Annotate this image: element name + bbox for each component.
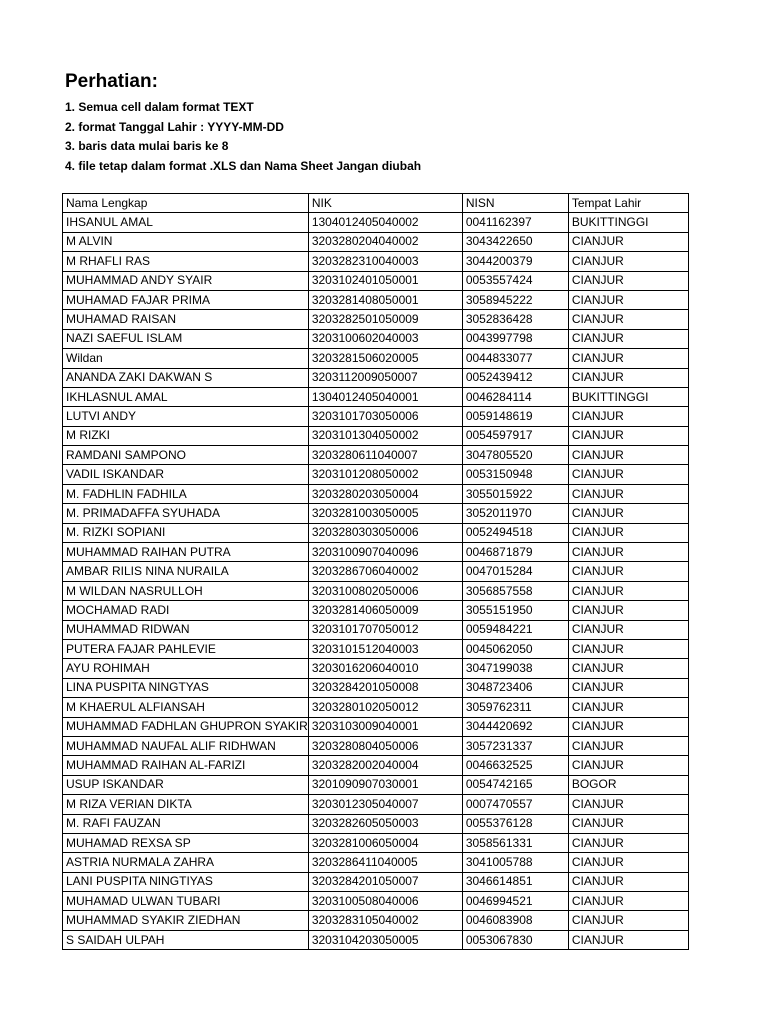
cell-nik[interactable]: 3203284201050007 — [308, 872, 462, 891]
cell-tempat-lahir[interactable]: CIANJUR — [568, 368, 688, 387]
cell-tempat-lahir[interactable]: CIANJUR — [568, 310, 688, 329]
cell-nik[interactable]: 1304012405040001 — [308, 387, 462, 406]
table-row — [63, 853, 689, 872]
cell-nik[interactable]: 3203104203050005 — [308, 930, 462, 949]
cell-nama-lengkap[interactable]: MUHAMMAD RAIHAN PUTRA — [63, 543, 309, 562]
cell-nisn[interactable]: 3059762311 — [462, 698, 568, 717]
table-row — [63, 446, 689, 465]
cell-nisn[interactable]: 0046994521 — [462, 892, 568, 911]
cell-nama-lengkap[interactable]: M. FADHLIN FADHILA — [63, 484, 309, 503]
cell-nama-lengkap[interactable]: MUHAMAD ULWAN TUBARI — [63, 892, 309, 911]
cell-tempat-lahir[interactable]: CIANJUR — [568, 892, 688, 911]
table-row — [63, 911, 689, 930]
cell-nama-lengkap[interactable]: PUTERA FAJAR PAHLEVIE — [63, 639, 309, 658]
cell-tempat-lahir[interactable]: CIANJUR — [568, 717, 688, 736]
instruction-item: 2. format Tanggal Lahir : YYYY-MM-DD — [65, 119, 284, 134]
table-row — [63, 329, 689, 348]
cell-tempat-lahir[interactable]: CIANJUR — [568, 833, 688, 852]
cell-nik[interactable]: 3203101703050006 — [308, 407, 462, 426]
cell-nisn[interactable]: 3058561331 — [462, 833, 568, 852]
cell-nisn[interactable]: 0044833077 — [462, 349, 568, 368]
table-row — [63, 717, 689, 736]
cell-tempat-lahir[interactable]: CIANJUR — [568, 698, 688, 717]
table-row — [63, 407, 689, 426]
cell-nik[interactable]: 3203103009040001 — [308, 717, 462, 736]
cell-nama-lengkap[interactable]: AYU ROHIMAH — [63, 659, 309, 678]
cell-nisn[interactable]: 0052494518 — [462, 523, 568, 542]
cell-nisn[interactable]: 0059148619 — [462, 407, 568, 426]
cell-tempat-lahir[interactable]: CIANJUR — [568, 543, 688, 562]
cell-nik[interactable]: 3203281003050005 — [308, 504, 462, 523]
cell-nama-lengkap[interactable]: M KHAERUL ALFIANSAH — [63, 698, 309, 717]
table-row — [63, 581, 689, 600]
cell-nik[interactable]: 3203100802050006 — [308, 581, 462, 600]
instruction-item: 1. Semua cell dalam format TEXT — [65, 100, 254, 114]
table-row — [63, 290, 689, 309]
cell-nisn[interactable]: 0053150948 — [462, 465, 568, 484]
cell-nama-lengkap[interactable]: USUP ISKANDAR — [63, 775, 309, 794]
table-row — [63, 756, 689, 775]
cell-nik[interactable]: 3203280102050012 — [308, 698, 462, 717]
cell-nama-lengkap[interactable]: MUHAMAD RAISAN — [63, 310, 309, 329]
cell-tempat-lahir[interactable]: BUKITTINGGI — [568, 213, 688, 232]
cell-nik[interactable]: 3203280303050006 — [308, 523, 462, 542]
cell-nisn[interactable]: 0053067830 — [462, 930, 568, 949]
header-nama-lengkap[interactable]: Nama Lengkap — [63, 194, 309, 213]
table-row — [63, 639, 689, 658]
cell-nama-lengkap[interactable]: MUHAMMAD RIDWAN — [63, 620, 309, 639]
table-row — [63, 833, 689, 852]
instructions-title: Perhatian: — [65, 71, 158, 92]
cell-nik[interactable]: 3203100602040003 — [308, 329, 462, 348]
table-row — [63, 620, 689, 639]
cell-nisn[interactable]: 0007470557 — [462, 795, 568, 814]
cell-tempat-lahir[interactable]: CIANJUR — [568, 930, 688, 949]
cell-nik[interactable]: 3203112009050007 — [308, 368, 462, 387]
table-row — [63, 368, 689, 387]
cell-nama-lengkap[interactable]: MUHAMMAD ANDY SYAIR — [63, 271, 309, 290]
cell-tempat-lahir[interactable]: CIANJUR — [568, 252, 688, 271]
cell-tempat-lahir[interactable]: CIANJUR — [568, 872, 688, 891]
cell-nisn[interactable]: 3056857558 — [462, 581, 568, 600]
cell-nama-lengkap[interactable]: MUHAMAD FAJAR PRIMA — [63, 290, 309, 309]
cell-nik[interactable]: 3203101707050012 — [308, 620, 462, 639]
cell-tempat-lahir[interactable]: CIANJUR — [568, 407, 688, 426]
table-row — [63, 349, 689, 368]
cell-nama-lengkap[interactable]: M. RAFI FAUZAN — [63, 814, 309, 833]
cell-tempat-lahir[interactable]: CIANJUR — [568, 484, 688, 503]
table-row — [63, 543, 689, 562]
cell-nama-lengkap[interactable]: NAZI SAEFUL ISLAM — [63, 329, 309, 348]
cell-nisn[interactable]: 3058945222 — [462, 290, 568, 309]
table-row — [63, 252, 689, 271]
table-row — [63, 465, 689, 484]
cell-tempat-lahir[interactable]: CIANJUR — [568, 678, 688, 697]
cell-nama-lengkap[interactable]: VADIL ISKANDAR — [63, 465, 309, 484]
table-row — [63, 562, 689, 581]
cell-nisn[interactable]: 0041162397 — [462, 213, 568, 232]
cell-nisn[interactable]: 3043422650 — [462, 232, 568, 251]
table-row — [63, 872, 689, 891]
cell-tempat-lahir[interactable]: CIANJUR — [568, 290, 688, 309]
cell-nik[interactable]: 3203100508040006 — [308, 892, 462, 911]
cell-nama-lengkap[interactable]: MUHAMMAD NAUFAL ALIF RIDHWAN — [63, 736, 309, 755]
cell-nama-lengkap[interactable]: S SAIDAH ULPAH — [63, 930, 309, 949]
table-row — [63, 601, 689, 620]
cell-tempat-lahir[interactable]: CIANJUR — [568, 232, 688, 251]
table-row — [63, 387, 689, 406]
cell-tempat-lahir[interactable]: CIANJUR — [568, 795, 688, 814]
header-row — [63, 194, 689, 213]
cell-nama-lengkap[interactable]: ASTRIA NURMALA ZAHRA — [63, 853, 309, 872]
cell-nama-lengkap[interactable]: IKHLASNUL AMAL — [63, 387, 309, 406]
cell-nisn[interactable]: 3046614851 — [462, 872, 568, 891]
cell-tempat-lahir[interactable]: CIANJUR — [568, 504, 688, 523]
cell-nama-lengkap[interactable]: MOCHAMAD RADI — [63, 601, 309, 620]
header-nik[interactable]: NIK — [308, 194, 462, 213]
cell-nisn[interactable]: 0043997798 — [462, 329, 568, 348]
table-row — [63, 678, 689, 697]
cell-nik[interactable]: 3203016206040010 — [308, 659, 462, 678]
cell-nama-lengkap[interactable]: LANI PUSPITA NINGTIYAS — [63, 872, 309, 891]
cell-nama-lengkap[interactable]: IHSANUL AMAL — [63, 213, 309, 232]
table-row — [63, 775, 689, 794]
cell-nisn[interactable]: 0059484221 — [462, 620, 568, 639]
instructions-list — [65, 98, 421, 176]
cell-nik[interactable]: 3203280611040007 — [308, 446, 462, 465]
cell-nik[interactable]: 3203282605050003 — [308, 814, 462, 833]
cell-tempat-lahir[interactable]: BOGOR — [568, 775, 688, 794]
cell-nik[interactable]: 3203280204040002 — [308, 232, 462, 251]
cell-tempat-lahir[interactable]: CIANJUR — [568, 814, 688, 833]
cell-nik[interactable]: 3203102401050001 — [308, 271, 462, 290]
cell-nama-lengkap[interactable]: M. PRIMADAFFA SYUHADA — [63, 504, 309, 523]
cell-nama-lengkap[interactable]: M WILDAN NASRULLOH — [63, 581, 309, 600]
header-tempat-lahir[interactable]: Tempat Lahir — [568, 194, 688, 213]
student-data-table — [62, 193, 689, 950]
cell-tempat-lahir[interactable]: CIANJUR — [568, 639, 688, 658]
table-row — [63, 271, 689, 290]
cell-nik[interactable]: 3203280203050004 — [308, 484, 462, 503]
cell-nama-lengkap[interactable]: M ALVIN — [63, 232, 309, 251]
cell-nisn[interactable]: 0047015284 — [462, 562, 568, 581]
table-row — [63, 504, 689, 523]
cell-tempat-lahir[interactable]: CIANJUR — [568, 465, 688, 484]
cell-tempat-lahir[interactable]: CIANJUR — [568, 271, 688, 290]
cell-tempat-lahir[interactable]: BUKITTINGGI — [568, 387, 688, 406]
table-row — [63, 892, 689, 911]
cell-nama-lengkap[interactable]: MUHAMMAD RAIHAN AL-FARIZI — [63, 756, 309, 775]
cell-tempat-lahir[interactable]: CIANJUR — [568, 853, 688, 872]
instructions-block — [65, 70, 421, 176]
cell-nisn[interactable]: 0054742165 — [462, 775, 568, 794]
cell-nik[interactable]: 3203283105040002 — [308, 911, 462, 930]
cell-nik[interactable]: 1304012405040002 — [308, 213, 462, 232]
cell-tempat-lahir[interactable]: CIANJUR — [568, 756, 688, 775]
cell-tempat-lahir[interactable]: CIANJUR — [568, 446, 688, 465]
header-nisn[interactable]: NISN — [462, 194, 568, 213]
cell-tempat-lahir[interactable]: CIANJUR — [568, 911, 688, 930]
cell-nisn[interactable]: 3048723406 — [462, 678, 568, 697]
cell-nisn[interactable]: 3052011970 — [462, 504, 568, 523]
cell-nama-lengkap[interactable]: MUHAMMAD FADHLAN GHUPRON SYAKIR — [63, 717, 309, 736]
cell-tempat-lahir[interactable]: CIANJUR — [568, 426, 688, 445]
cell-nik[interactable]: 3203100907040096 — [308, 543, 462, 562]
cell-nik[interactable]: 3203281408050001 — [308, 290, 462, 309]
table-row — [63, 795, 689, 814]
cell-tempat-lahir[interactable]: CIANJUR — [568, 349, 688, 368]
cell-nisn[interactable]: 0052439412 — [462, 368, 568, 387]
table-row — [63, 930, 689, 949]
cell-nisn[interactable]: 3057231337 — [462, 736, 568, 755]
cell-nisn[interactable]: 3047805520 — [462, 446, 568, 465]
cell-nisn[interactable]: 3044200379 — [462, 252, 568, 271]
cell-nik[interactable]: 3203282501050009 — [308, 310, 462, 329]
cell-nama-lengkap[interactable]: M RIZA VERIAN DIKTA — [63, 795, 309, 814]
cell-nisn[interactable]: 0054597917 — [462, 426, 568, 445]
cell-nisn[interactable]: 3055151950 — [462, 601, 568, 620]
cell-tempat-lahir[interactable]: CIANJUR — [568, 581, 688, 600]
cell-nik[interactable]: 3203280804050006 — [308, 736, 462, 755]
table-row — [63, 232, 689, 251]
cell-tempat-lahir[interactable]: CIANJUR — [568, 562, 688, 581]
table-row — [63, 310, 689, 329]
cell-nama-lengkap[interactable]: Wildan — [63, 349, 309, 368]
table-row — [63, 736, 689, 755]
cell-nik[interactable]: 3203286706040002 — [308, 562, 462, 581]
cell-nisn[interactable]: 0046632525 — [462, 756, 568, 775]
cell-nik[interactable]: 3203282002040004 — [308, 756, 462, 775]
cell-nama-lengkap[interactable]: AMBAR RILIS NINA NURAILA — [63, 562, 309, 581]
cell-nisn[interactable]: 0046284114 — [462, 387, 568, 406]
cell-nama-lengkap[interactable]: ANANDA ZAKI DAKWAN S — [63, 368, 309, 387]
table-body — [63, 213, 689, 950]
cell-nama-lengkap[interactable]: MUHAMMAD SYAKIR ZIEDHAN — [63, 911, 309, 930]
cell-nama-lengkap[interactable]: LUTVI ANDY — [63, 407, 309, 426]
cell-nisn[interactable]: 3044420692 — [462, 717, 568, 736]
cell-nisn[interactable]: 3052836428 — [462, 310, 568, 329]
cell-tempat-lahir[interactable]: CIANJUR — [568, 659, 688, 678]
cell-nisn[interactable]: 0046083908 — [462, 911, 568, 930]
table-row — [63, 523, 689, 542]
cell-nisn[interactable]: 0045062050 — [462, 639, 568, 658]
cell-nisn[interactable]: 3047199038 — [462, 659, 568, 678]
cell-nik[interactable]: 3203101512040003 — [308, 639, 462, 658]
cell-nisn[interactable]: 3041005788 — [462, 853, 568, 872]
cell-nama-lengkap[interactable]: LINA PUSPITA NINGTYAS — [63, 678, 309, 697]
cell-nik[interactable]: 3203281406050009 — [308, 601, 462, 620]
cell-nik[interactable]: 3203281506020005 — [308, 349, 462, 368]
cell-nisn[interactable]: 0053557424 — [462, 271, 568, 290]
table-row — [63, 814, 689, 833]
cell-tempat-lahir[interactable]: CIANJUR — [568, 736, 688, 755]
cell-nama-lengkap[interactable]: M RHAFLI RAS — [63, 252, 309, 271]
cell-nama-lengkap[interactable]: RAMDANI SAMPONO — [63, 446, 309, 465]
cell-nisn[interactable]: 0055376128 — [462, 814, 568, 833]
cell-nik[interactable]: 3203281006050004 — [308, 833, 462, 852]
table-row — [63, 659, 689, 678]
cell-nik[interactable]: 3203012305040007 — [308, 795, 462, 814]
instruction-item: 4. file tetap dalam format .XLS dan Nama Sheet Jangan diubah — [65, 158, 422, 173]
table-row — [63, 426, 689, 445]
cell-nik[interactable]: 3203282310040003 — [308, 252, 462, 271]
cell-nama-lengkap[interactable]: M. RIZKI SOPIANI — [63, 523, 309, 542]
cell-nama-lengkap[interactable]: MUHAMAD REXSA SP — [63, 833, 309, 852]
cell-nik[interactable]: 3203101304050002 — [308, 426, 462, 445]
cell-nik[interactable]: 3203286411040005 — [308, 853, 462, 872]
cell-nik[interactable]: 3201090907030001 — [308, 775, 462, 794]
cell-nik[interactable]: 3203284201050008 — [308, 678, 462, 697]
cell-nama-lengkap[interactable]: M RIZKI — [63, 426, 309, 445]
cell-nisn[interactable]: 0046871879 — [462, 543, 568, 562]
table-row — [63, 484, 689, 503]
table-row — [63, 698, 689, 717]
table-row — [63, 213, 689, 232]
cell-nisn[interactable]: 3055015922 — [462, 484, 568, 503]
instruction-item: 3. baris data mulai baris ke 8 — [65, 139, 229, 153]
cell-nik[interactable]: 3203101208050002 — [308, 465, 462, 484]
cell-tempat-lahir[interactable]: CIANJUR — [568, 329, 688, 348]
cell-tempat-lahir[interactable]: CIANJUR — [568, 620, 688, 639]
cell-tempat-lahir[interactable]: CIANJUR — [568, 601, 688, 620]
cell-tempat-lahir[interactable]: CIANJUR — [568, 523, 688, 542]
